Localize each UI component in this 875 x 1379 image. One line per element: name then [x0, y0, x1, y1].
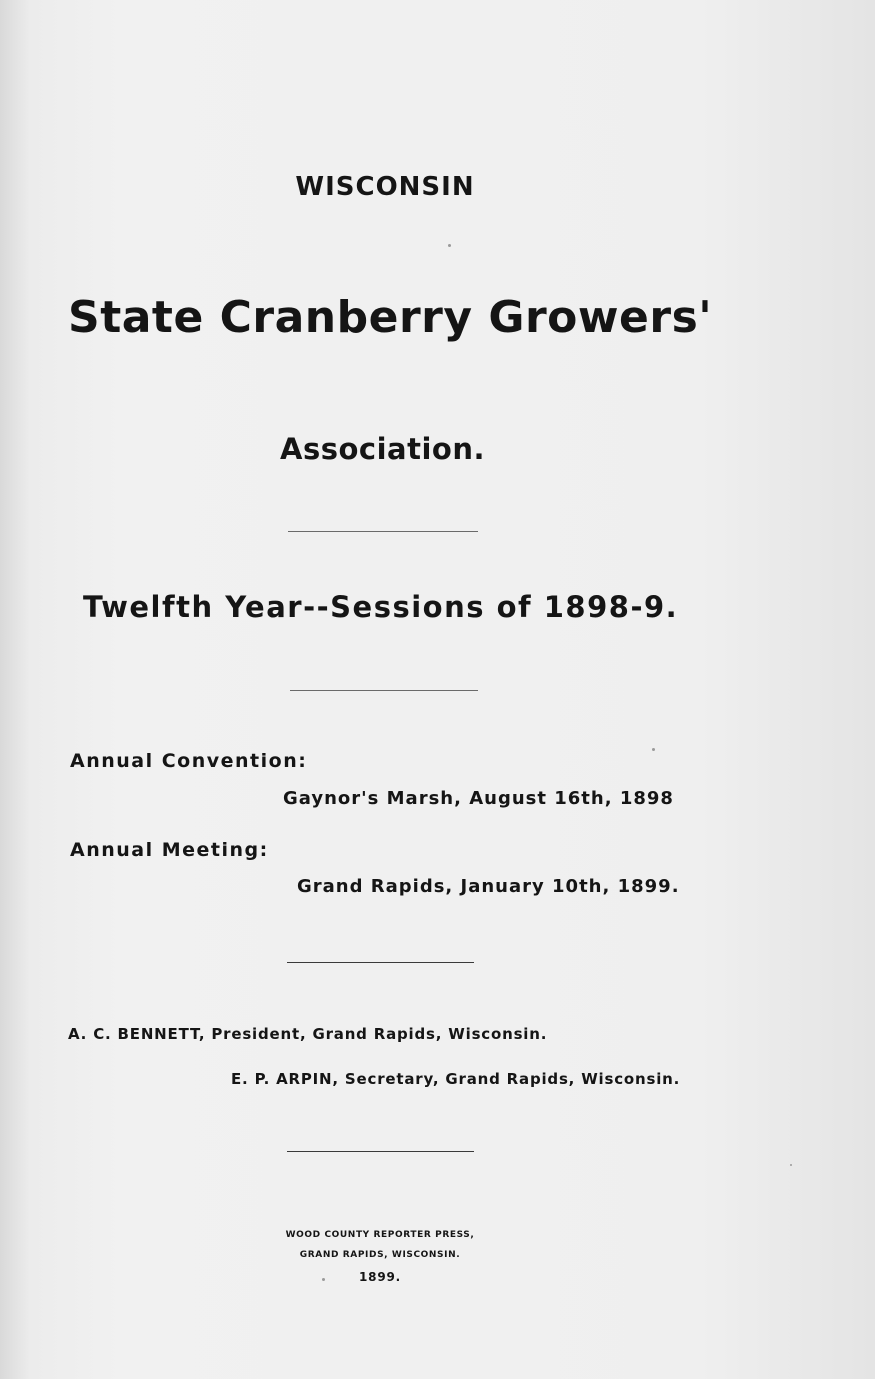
secretary-line: E. P. ARPIN, Secretary, Grand Rapids, Wisconsin.: [231, 1070, 681, 1088]
meeting-detail: Grand Rapids, January 10th, 1899.: [297, 876, 680, 897]
president-line: A. C. BENNETT, President, Grand Rapids, Wisconsin.: [68, 1025, 548, 1043]
divider-rule: [287, 962, 474, 963]
paper-speck: [448, 244, 451, 247]
association-heading: Association.: [280, 432, 485, 466]
publication-year: 1899.: [359, 1270, 401, 1284]
convention-label: Annual Convention:: [70, 750, 308, 772]
state-heading: WISCONSIN: [295, 172, 475, 202]
press-name: WOOD COUNTY REPORTER PRESS,: [285, 1230, 475, 1240]
divider-rule: [290, 690, 478, 691]
paper-speck: [322, 1278, 325, 1281]
organization-heading: State Cranberry Growers': [68, 292, 713, 343]
sessions-heading: Twelfth Year--Sessions of 1898-9.: [83, 590, 679, 624]
divider-rule: [288, 531, 478, 532]
press-location: GRAND RAPIDS, WISCONSIN.: [299, 1250, 461, 1260]
paper-speck: [652, 748, 655, 751]
convention-detail: Gaynor's Marsh, August 16th, 1898: [283, 788, 674, 809]
divider-rule: [287, 1151, 474, 1152]
meeting-label: Annual Meeting:: [70, 839, 269, 861]
paper-speck: [790, 1164, 792, 1166]
